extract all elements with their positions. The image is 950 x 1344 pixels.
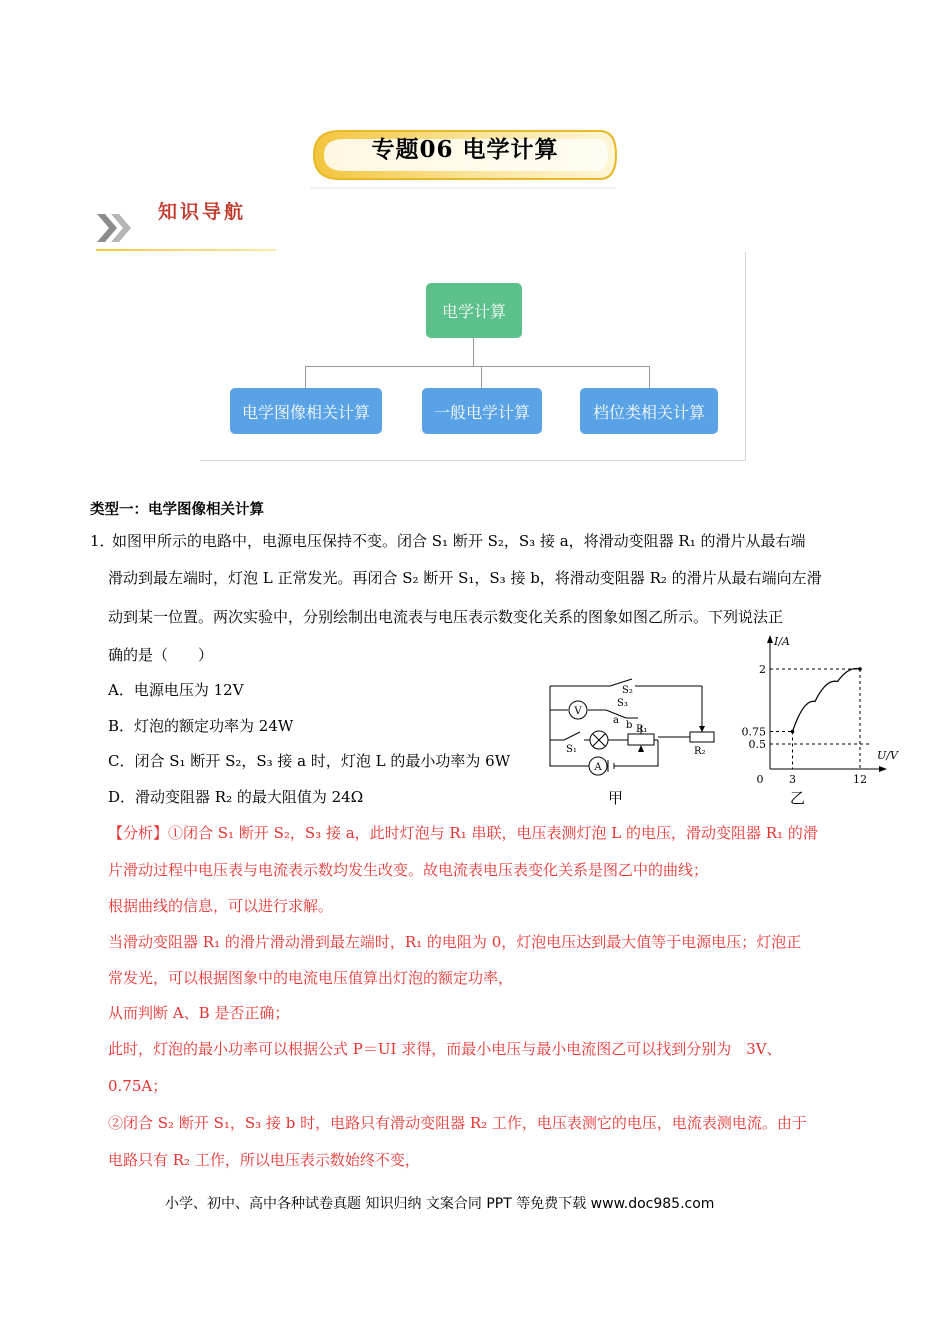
question-line: 动到某一位置。两次实验中，分别绘制出电流表与电压表示数变化关系的图象如图乙所示。下列说法正	[108, 608, 784, 626]
circuit-label-v: V	[574, 706, 582, 717]
circuit-diagram	[540, 668, 720, 780]
question-line: 滑动到最左端时，灯泡 L 正常发光。再闭合 S₂ 断开 S₁，S₃ 接 b，将滑动变阻器 R₂ 的滑片从最右端向左滑	[108, 569, 822, 587]
circuit-label-a: A	[594, 762, 602, 773]
mindmap-child-general-calc: 一般电学计算	[422, 388, 542, 434]
mindmap-connector	[649, 366, 650, 388]
series-lamp-curve	[793, 669, 861, 732]
x-tick-label: 3	[789, 773, 796, 786]
circuit-label-s1: S₁	[566, 744, 577, 755]
analysis-line: 0.75A；	[108, 1077, 168, 1095]
circuit-label-s3: S₃	[617, 698, 628, 709]
question-line: 确的是（ ）	[108, 646, 214, 664]
option-b: B．灯泡的额定功率为 24W	[108, 717, 294, 735]
question-number: 1．	[90, 532, 115, 550]
analysis-line: 此时，灯泡的最小功率可以根据公式 P＝UI 求得，而最小电压与最小电流图乙可以找到分别为 3V、	[108, 1040, 782, 1058]
analysis-line: 【分析】①闭合 S₁ 断开 S₂，S₃ 接 a，此时灯泡与 R₁ 串联，电压表测灯泡 L 的电压，滑动变阻器 R₁ 的滑	[108, 824, 818, 842]
x-tick-label: 0	[756, 773, 764, 786]
double-chevron-icon	[95, 212, 135, 244]
analysis-line: ②闭合 S₂ 断开 S₁，S₃ 接 b 时，电路只有滑动变阻器 R₂ 工作，电压表测它的电压，电流表测电流。由于	[108, 1114, 807, 1132]
analysis-line: 根据曲线的信息，可以进行求解。	[108, 897, 334, 915]
y-tick-label: 0.75	[741, 725, 766, 739]
mindmap-connector	[305, 366, 306, 388]
footer-text: 小学、初中、高中各种试卷真题 知识归纳 文案合同 PPT 等免费下载 www.doc985.com	[165, 1196, 715, 1212]
analysis-line: 当滑动变阻器 R₁ 的滑片滑动滑到最左端时，R₁ 的电阻为 0，灯泡电压达到最大值等于电源电压；灯泡正	[108, 933, 802, 951]
iv-chart	[730, 634, 898, 786]
x-tick-label: 12	[853, 773, 867, 786]
circuit-label-r2: R₂	[694, 746, 706, 757]
mindmap-connector	[481, 366, 482, 388]
chart-caption: 乙	[790, 789, 806, 807]
option-d: D．滑动变阻器 R₂ 的最大阻值为 24Ω	[108, 788, 364, 806]
data-point	[791, 730, 795, 734]
mindmap-connector	[473, 338, 474, 366]
question-line: 如图甲所示的电路中，电源电压保持不变。闭合 S₁ 断开 S₂，S₃ 接 a，将滑动变阻器 R₁ 的滑片从最右端	[112, 532, 806, 550]
title-banner	[310, 125, 620, 191]
y-tick-label: 2	[759, 663, 766, 676]
nav-underline	[96, 249, 276, 251]
mindmap-child-image-calc: 电学图像相关计算	[230, 388, 382, 434]
y-axis-arrow	[767, 635, 773, 643]
option-a: A．电源电压为 12V	[108, 681, 244, 699]
y-axis-label: I/A	[774, 635, 790, 648]
page-title: 专题06 电学计算	[371, 136, 559, 163]
x-axis-arrow	[879, 766, 887, 772]
mindmap-root: 电学计算	[426, 283, 522, 338]
section-nav-heading: 知识导航	[158, 201, 247, 223]
x-axis-label: U/V	[877, 749, 898, 762]
section-heading: 类型一：电学图像相关计算	[90, 502, 264, 518]
mindmap-connector	[305, 366, 650, 367]
circuit-caption: 甲	[608, 789, 624, 807]
option-c: C．闭合 S₁ 断开 S₂，S₃ 接 a 时，灯泡 L 的最小功率为 6W	[108, 752, 511, 770]
analysis-line: 电路只有 R₂ 工作，所以电压表示数始终不变，	[108, 1151, 420, 1169]
mindmap-child-gear-calc: 档位类相关计算	[580, 388, 718, 434]
circuit-label-s2: S₂	[622, 685, 633, 696]
chart-plot-area	[742, 635, 899, 786]
analysis-line: 常发光，可以根据图象中的电流电压值算出灯泡的额定功率，	[108, 969, 514, 987]
circuit-label-b-terminal: b	[626, 720, 633, 731]
analysis-line: 片滑动过程中电压表与电流表示数均发生改变。故电流表电压表变化关系是图乙中的曲线；	[108, 861, 709, 879]
circuit-label-r1: R₁	[636, 724, 648, 735]
circuit-label-a-terminal: a	[613, 715, 619, 726]
y-tick-label: 0.5	[748, 738, 766, 751]
data-point	[858, 667, 862, 671]
analysis-line: 从而判断 A、B 是否正确；	[108, 1004, 290, 1022]
